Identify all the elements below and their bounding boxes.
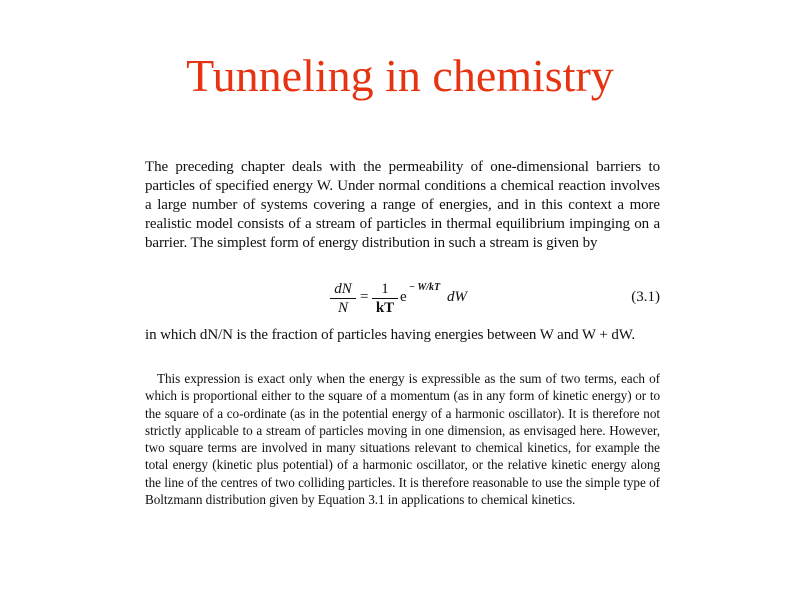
fraction-denominator: kT bbox=[375, 300, 395, 316]
differential: dW bbox=[447, 289, 467, 305]
fraction-numerator: dN bbox=[330, 280, 356, 299]
equation-number: (3.1) bbox=[631, 289, 660, 305]
exponent: − W/kT bbox=[409, 282, 441, 293]
fraction-numerator: 1 bbox=[372, 280, 398, 299]
equals-sign: = bbox=[360, 289, 369, 305]
paragraph-definition: in which dN/N is the fraction of particles having energies between W and W + dW. bbox=[145, 327, 636, 343]
slide-title: Tunneling in chemistry bbox=[186, 50, 614, 101]
paragraph-boltzmann: This expression is exact only when the energy is expressible as the sum of two terms, each of which is proportional either to the square of a momentum (as in any form of kinetic energy) or to the square of a co-ordinate (as in the potential energy of a harmonic oscillator). It is therefore not strictly applicable to a stream of particles moving in one dimension, as envisaged here. However, two square terms are involved in many situations relevant to chemical kinetics, for example the total energy (kinetic plus potential) of a harmonic oscillator, or the relative kinetic energy along the line of the centres of two colliding particles. It is therefore reasonable to use the simple type of Boltzmann distribution given by Equation 3.1 in applications to chemical kinetics. bbox=[145, 371, 660, 508]
paragraph-intro: The preceding chapter deals with the permeability of one-dimensional barriers to particles of specified energy W. Under normal conditions a chemical reaction involves a large number of systems covering a range of energies, and in this context a more realistic model consists of a stream of particles in thermal equilibrium impinging on a barrier. The simplest form of energy distribution in such a stream is given by bbox=[145, 159, 660, 251]
equation-3-1 bbox=[330, 278, 660, 322]
fraction-dn-over-n bbox=[330, 280, 356, 317]
fraction-one-over-kt bbox=[372, 280, 398, 317]
exponential-base: e bbox=[400, 289, 407, 305]
fraction-denominator: N bbox=[337, 300, 348, 316]
